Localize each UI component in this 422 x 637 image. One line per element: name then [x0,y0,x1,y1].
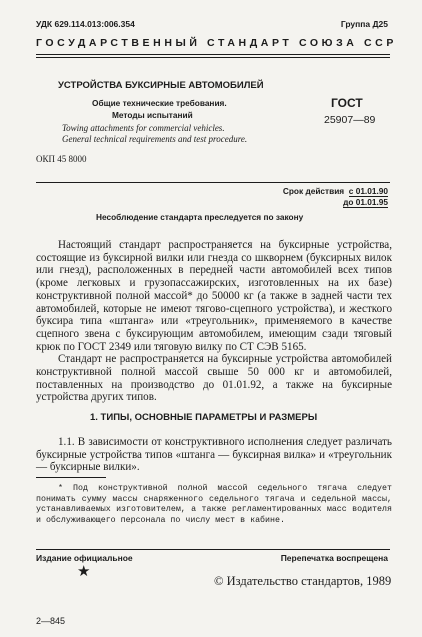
footnote-text: * Под конструктивной полной массой седельного тягача следует понимать сумму массы снаряженного седельного тягача и седельной массы, устанавливаемых изготовителем, а также регламентированных масс водителя и обслуживающего персонала по числу мест в кабине. [36,484,392,525]
validity-from-date: с 01.01.90 [348,186,388,196]
okp-code: ОКП 45 8000 [36,154,87,164]
footer-rule [36,549,390,550]
copyright: © Издательство стандартов, 1989 [214,574,392,588]
header-rule-thick [36,54,390,55]
document-title: УСТРОЙСТВА БУКСИРНЫЕ АВТОМОБИЛЕЙ [58,80,264,91]
reprint-notice: Перепечатка воспрещена [280,553,388,563]
validity-from [283,186,388,196]
intro-text [36,239,392,404]
validity-to [343,197,388,207]
intro-paragraph: Настоящий стандарт распространяется на буксирные устройства, состоящие из буксирной вилки или гнезда со шкворнем (буксирных вилок или гнезд), расположенных в передней части автомобилей всех типов (кроме легковых и грузопассажирских, изготовленных на их базе) конструктивной полной массой* до 50000 кг (а также в задней части тех автомобилей, которые не имеют тягово-сцепного устройства), и жесткого буксира типа «штанга» или «треугольник», применяемого в качестве сцепного звена с буксирующим автомобилем, имеющим сзади тяговый крюк по ГОСТ 2349 или тяговую вилку по СТ СЭВ 5165. [36,239,392,353]
gost-label: ГОСТ [331,96,363,110]
section-text [36,436,392,474]
header-rule-thin [36,57,390,58]
udk-code: УДК 629.114.013:006.354 [36,19,135,29]
english-title-2: General technical requirements and test procedure. [62,134,248,144]
footnote-rule [36,477,106,478]
group-code: Группа Д25 [340,19,388,29]
intro-paragraph: Стандарт не распространяется на буксирные устройства автомобилей конструктивной полной массой свыше 50 000 кг и автомобилей, поставленных на производство до 01.01.92, а также на буксирные устройства других типов. [36,353,392,404]
legal-notice: Несоблюдение стандарта преследуется по закону [96,212,304,222]
footnote [36,484,392,526]
section-heading: 1. ТИПЫ, ОСНОВНЫЕ ПАРАМЕТРЫ И РАЗМЕРЫ [90,412,318,423]
document-subtitle-2: Методы испытаний [112,110,193,120]
official-edition: Издание официальное [36,553,133,563]
clause-1-1: 1.1. В зависимости от конструктивного исполнения следует различать буксирные устройства типов «штанга — буксирная вилка» и «треугольник — буксирные вилки». [36,436,392,474]
page-code: 2—845 [36,616,66,626]
star-icon: ★ [77,564,91,580]
gost-number: 25907—89 [324,114,376,126]
document-subtitle-1: Общие технические требования. [92,98,227,108]
standard-body: ГОСУДАРСТВЕННЫЙ СТАНДАРТ СОЮЗА ССР [36,37,397,49]
validity-to-date: до 01.01.95 [343,197,388,207]
english-title-1: Towing attachments for commercial vehicles. [62,123,225,133]
validity-label: Срок действия [282,186,345,196]
title-rule [36,182,390,183]
